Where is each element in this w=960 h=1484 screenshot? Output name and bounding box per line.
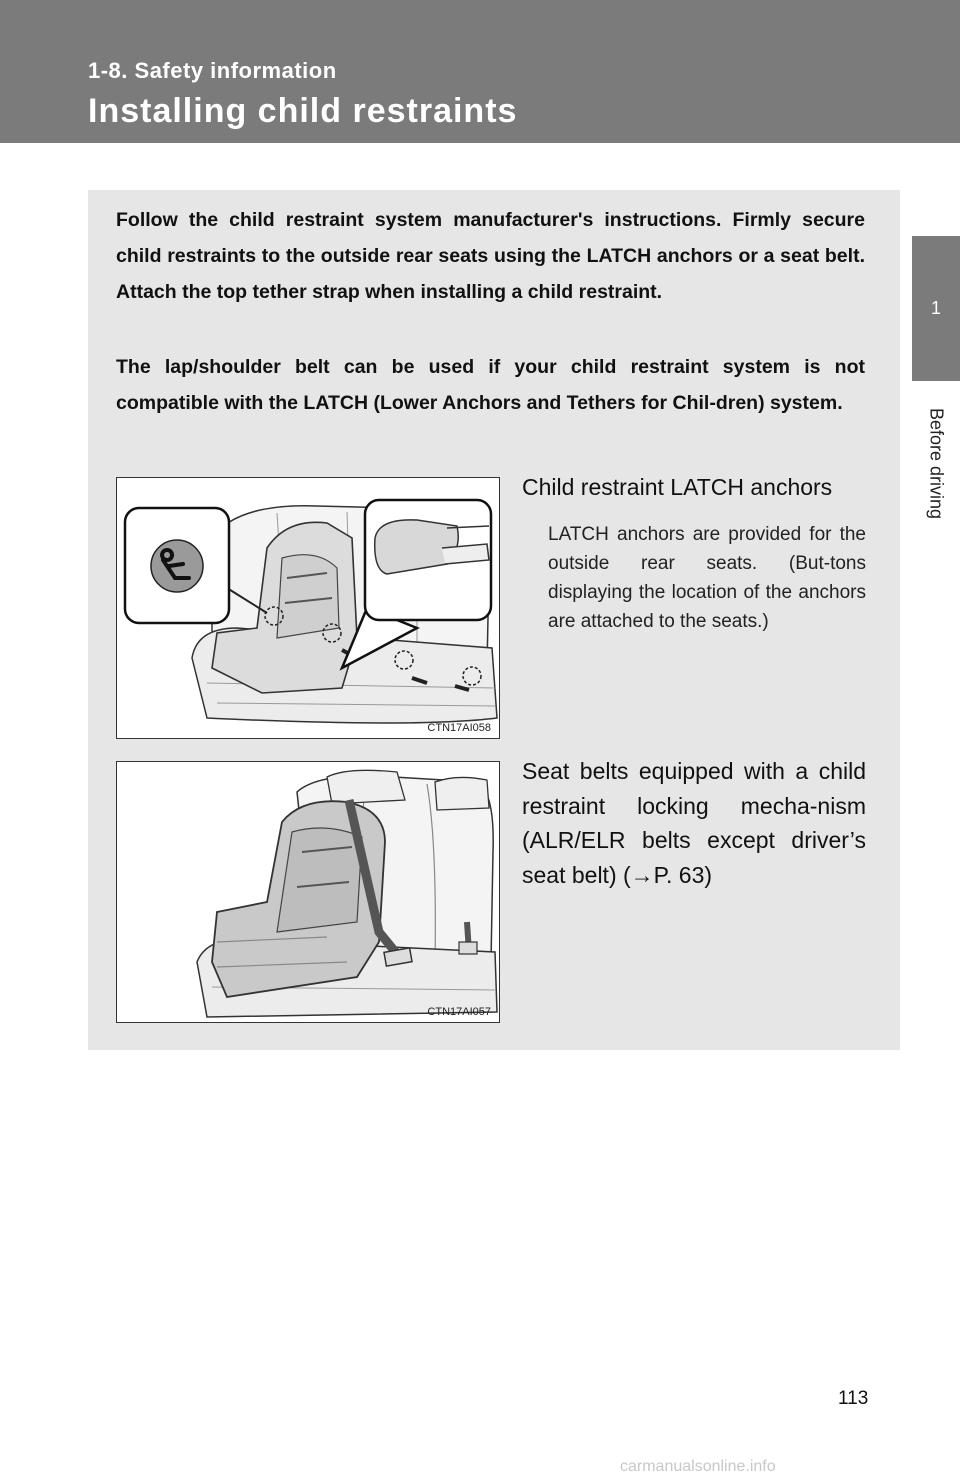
page-title: Installing child restraints — [88, 92, 518, 130]
chapter-label — [912, 384, 960, 544]
seat-belt-figure — [116, 761, 500, 1023]
watermark-text: carmanualsonline.info — [620, 1458, 776, 1475]
intro-paragraph-1: Follow the child restraint system manufacturer's instructions. Firmly secure child restraints to the outside rear seats using the LATCH anchors or a seat belt. Attach the top tether strap when installing a child restraint. — [116, 209, 865, 303]
seat-belt-illustration — [117, 762, 500, 1023]
figure-code: CTN17AI057 — [427, 1006, 491, 1018]
figure-code: CTN17AI058 — [427, 722, 491, 734]
intro-paragraph-2: The lap/shoulder belt can be used if your child restraint system is not compatible with the LATCH (Lower Anchors and Tethers for Chil-dren) system. — [116, 356, 865, 414]
latch-anchors-figure — [116, 477, 500, 739]
latch-anchors-heading: Child restraint LATCH anchors — [522, 474, 833, 500]
chapter-number: 1 — [930, 298, 941, 318]
side-tab-spacer — [912, 143, 960, 235]
page-number: 113 — [838, 1388, 869, 1409]
header-bar — [0, 0, 960, 143]
chapter-label-text: Before driving — [926, 408, 947, 520]
section-label: 1-8. Safety information — [88, 58, 337, 83]
chapter-tab[interactable] — [912, 236, 960, 381]
latch-anchors-description: LATCH anchors are provided for the outside rear seats. (But-tons displaying the location of the anchors are attached to the seats.) — [548, 524, 866, 632]
latch-anchors-illustration — [117, 478, 500, 739]
seat-belt-description: Seat belts equipped with a child restraint locking mecha-nism (ALR/ELR belts except driver’s seat belt) (→P. 63) — [522, 758, 866, 888]
